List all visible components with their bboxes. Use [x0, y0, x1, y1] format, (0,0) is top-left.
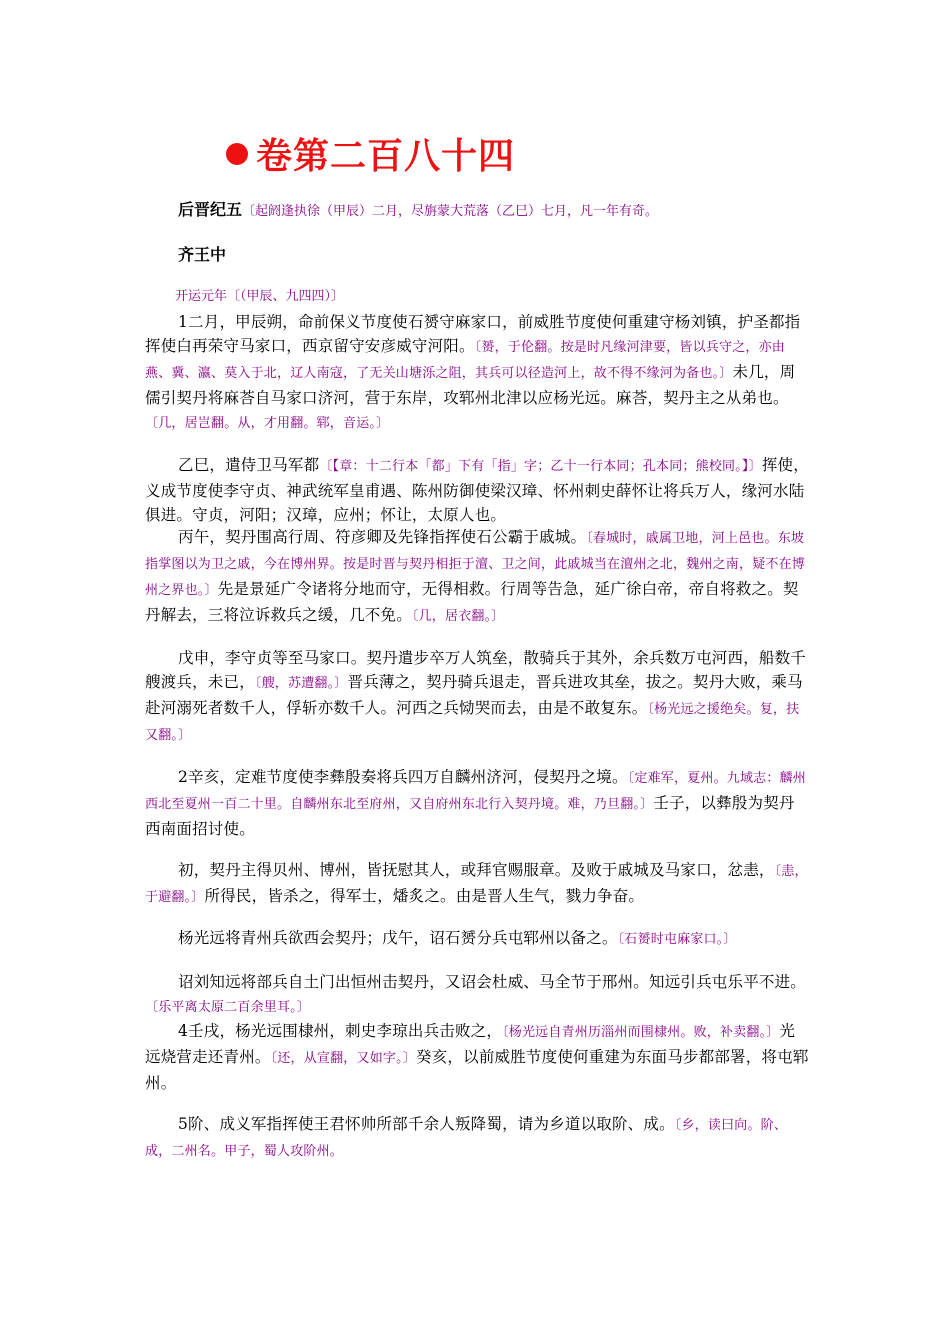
- chapter-heading: 后晋纪五〔起阏逢执徐（甲辰）二月，尽旃蒙大荒落（乙巳）七月，凡一年有奇。: [178, 200, 659, 219]
- paragraph-1: 1二月，甲辰朔，命前保义节度使石赟守麻家口，前威胜节度使何重建守杨刘镇，护圣都指挥使白再荣守马家口，西京留守安彦威守河阳。〔赟，于伦翻。按是时凡缘河津要，皆以兵守之，亦由燕、冀、瀛、莫入于北，辽人南寇，了无关山塘泺之阻，其兵可以径造河上，故不得不缘河为备也。〕未几，周儒引契丹将麻荅自马家口济河，营于东岸，攻郓州北津以应杨光远。麻荅，契丹主之从弟也。〔几，居岂翻。从，才用翻。郓，音运。〕: [145, 313, 801, 431]
- paragraph-10: 5阶、成义军指挥使王君怀帅所部千余人叛降蜀，请为乡道以取阶、成。〔乡，读曰向。阶、成，二州名。甲子，蜀人攻阶州。: [145, 1115, 788, 1159]
- red-bullet-icon: [226, 143, 248, 165]
- paragraph-8: 诏刘知远将部兵自土门出恒州击契丹，又诏会杜威、马全节于邢州。知远引兵屯乐平不进。〔乐平离太原二百余里耳。〕: [145, 973, 807, 1015]
- paragraph-6: 初，契丹主得贝州、博州，皆抚慰其人，或拜官赐服章。及败于戚城及马家口，忿恚，〔恚，于避翻。〕所得民，皆杀之，得军士，燔炙之。由是晋人生气，戮力争奋。: [145, 861, 808, 905]
- year-note: 开运元年〔（甲辰、九四四）〕: [175, 289, 345, 304]
- volume-title: 卷第二百八十四: [226, 128, 515, 179]
- section-heading: 齐王中: [178, 245, 227, 264]
- chapter-note: 〔起阏逢执徐（甲辰）二月，尽旃蒙大荒落（乙巳）七月，凡一年有奇。: [242, 204, 659, 219]
- paragraph-4: 戊申，李守贞等至马家口。契丹遣步卒万人筑垒，散骑兵于其外，余兵数万屯河西，船数千艘渡兵，未已，〔艘，苏遭翻。〕晋兵薄之，契丹骑兵退走，晋兵进攻其垒，拔之。契丹大败，乘马赴河溺死者数千人，俘斩亦数千人。河西之兵恸哭而去，由是不敢复东。〔杨光远之援绝矣。复，扶又翻。〕: [145, 649, 807, 743]
- paragraph-3: 丙午，契丹围高行周、符彦卿及先锋指挥使石公霸于戚城。〔春城时，戚属卫地，河上邑也。东坡指掌图以为卫之戚，今在博州界。按是时晋与契丹相拒于澶、卫之间，此戚城当在澶州之北，魏州之南，疑不在博州之界也。〕先是景延广令诸将分地而守，无得相救。行周等告急，延广徐白帝，帝自将救之。契丹解去，三将泣诉救兵之缓，几不免。〔几，居衣翻。〕: [145, 528, 806, 624]
- paragraph-5: 2辛亥，定难节度使李彝殷奏将兵四万自麟州济河，侵契丹之境。〔定难军，夏州。九域志：麟州西北至夏州一百二十里。自麟州东北至府州，又自府州东北行入契丹境。难，乃旦翻。〕壬子，以彝殷为契丹西南面招讨使。: [145, 768, 806, 838]
- paragraph-2: 乙巳，遣侍卫马军都〔【章：十二行本「都」下有「指」字；乙十一行本同；孔本同；熊校同。】〕挥使，义成节度使李守贞、神武统军皇甫遇、陈州防御使梁汉璋、怀州刺史薛怀让将兵万人，缘河水陆俱进。守贞，河阳；汉璋，应州；怀让，太原人也。: [145, 456, 809, 524]
- paragraph-7: 杨光远将青州兵欲西会契丹；戊午，诏石赟分兵屯郓州以备之。〔石赟时屯麻家口。〕: [178, 929, 737, 947]
- paragraph-9: 4壬戌，杨光远围棣州，刺史李琼出兵击败之，〔杨光远自青州历淄州而围棣州。败，补卖翻。〕光远烧营走还青州。〔还，从宣翻，又如字。〕癸亥，以前威胜节度使何重建为东面马步都部署，将屯郓州。: [145, 1022, 809, 1092]
